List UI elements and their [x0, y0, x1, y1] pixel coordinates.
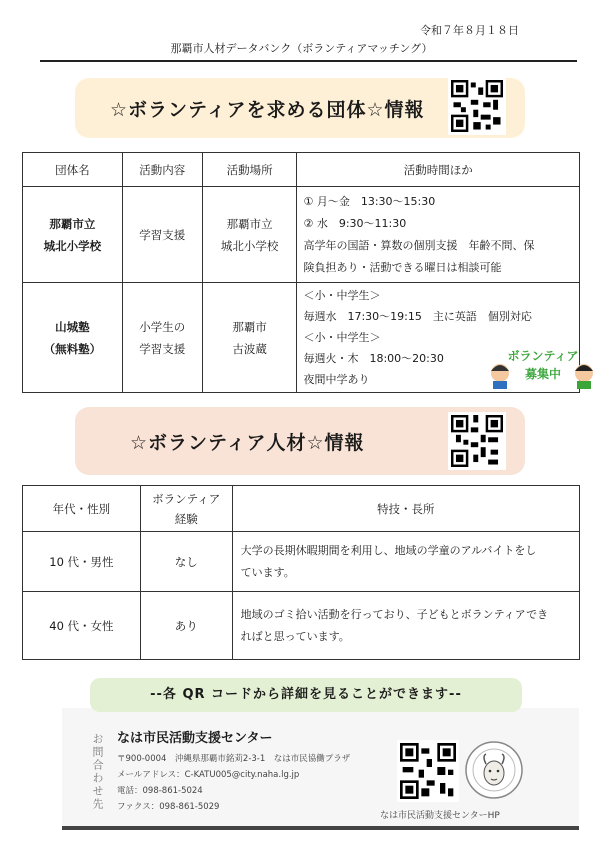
issue-date: 令和７年８月１８日 [420, 24, 519, 37]
qr-code-icon [451, 415, 503, 467]
experience-cell: あり [140, 592, 232, 660]
center-phone: 電話：098-861-5024 [117, 786, 203, 796]
col-header-skills: 特技・長所 [232, 486, 579, 532]
details-cell: ① 月～金 13:30～15:30 ② 水 9:30～11:30 高学年の国語・算数の個別支援 年齢不問、保 険負担あり・活動できる曜日は相談可能 [297, 187, 580, 283]
col-header-age-gender: 年代・性別 [23, 486, 141, 532]
footer-divider [62, 826, 579, 830]
people-table-header [23, 486, 580, 532]
org-name-cell: 山城塾 （無料塾） [23, 283, 123, 393]
center-hp-caption: なは市民活動支援センターHP [380, 811, 500, 821]
header-divider [40, 60, 577, 62]
center-hp-qr-code[interactable] [397, 740, 459, 802]
table-row [23, 532, 580, 592]
activity-cell: 学習支援 [122, 187, 202, 283]
col-header-experience: ボランティア 経験 [140, 486, 232, 532]
experience-cell: なし [140, 532, 232, 592]
people-qr-code[interactable] [448, 412, 506, 470]
org-name-cell: 那覇市立 城北小学校 [23, 187, 123, 283]
page-subtitle: 那覇市人材データバンク（ボランティアマッチング） [170, 42, 433, 55]
place-cell: 那覇市立 城北小学校 [202, 187, 297, 283]
center-email[interactable]: メールアドレス：C-KATU005@city.naha.lg.jp [117, 770, 300, 780]
activity-cell: 小学生の 学習支援 [122, 283, 202, 393]
center-logo-seal [464, 740, 524, 800]
col-header-details: 活動時間ほか [297, 153, 580, 187]
table-row [23, 592, 580, 660]
badge-text: ボランティア募集中 [507, 349, 579, 381]
skills-cell: 地域のゴミ拾い活動を行っており、子どもとボランティアでき ればと思っています。 [232, 592, 579, 660]
people-section-title: ☆ボランティア人材☆情報 [130, 431, 365, 454]
details-cell: ＜小・中学生＞ 毎週水 17:30～19:15 主に英語 個別対応 ＜小・中学生＞ 毎週火・木 18:00～20:30 夜間中学あり [297, 283, 580, 393]
col-header-org-name: 団体名 [23, 153, 123, 187]
qr-note-banner: --各 QR コードから詳細を見ることができます-- [90, 678, 522, 712]
col-header-place: 活動場所 [202, 153, 297, 187]
goat-mascot-logo [464, 740, 524, 800]
people-table [22, 485, 580, 660]
place-cell: 那覇市 古波蔵 [202, 283, 297, 393]
skills-cell: 大学の長期休暇期間を利用し、地域の学童のアルバイトをし ています。 [232, 532, 579, 592]
orgs-qr-code[interactable] [448, 77, 506, 135]
center-fax: ファクス：098-861-5029 [117, 802, 220, 812]
contact-side-label: お問合わせ先 [91, 733, 104, 811]
table-row [23, 187, 580, 283]
volunteer-recruiting-badge [488, 345, 596, 389]
qr-code-icon [451, 80, 503, 132]
age-gender-cell: 40 代・女性 [23, 592, 141, 660]
age-gender-cell: 10 代・男性 [23, 532, 141, 592]
center-name: なは市民活動支援センター [117, 731, 273, 746]
center-address: 〒900-0004 沖縄県那覇市銘苅2-3-1 なは市民協働プラザ [117, 754, 351, 764]
qr-code-icon [400, 743, 456, 799]
orgs-table-header [23, 153, 580, 187]
orgs-section-title: ☆ボランティアを求める団体☆情報 [110, 98, 425, 121]
col-header-activity: 活動内容 [122, 153, 202, 187]
